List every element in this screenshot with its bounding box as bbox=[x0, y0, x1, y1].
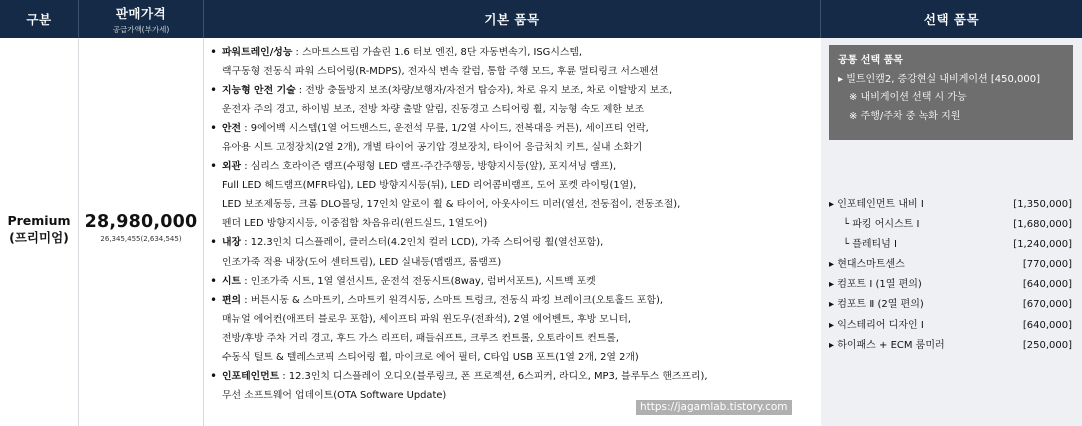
option-item bbox=[829, 295, 1072, 315]
basic-item-line bbox=[209, 214, 817, 233]
basic-item-text: 수동식 틸트 & 텔레스코픽 스티어링 휠, 마이크로 에어 필터, C타입 USB 포트(1열 2개, 2열 2개) bbox=[222, 351, 639, 363]
option-price: [640,000] bbox=[1022, 279, 1072, 291]
header-basic-label: 기본 품목 bbox=[484, 12, 540, 27]
basic-item-text: 전방/후방 주차 거리 경고, 후드 가스 리프터, 패들쉬프트, 크루즈 컨트롤, 오토라이트 컨트롤, bbox=[222, 332, 619, 344]
bullet-icon: • bbox=[210, 368, 218, 383]
option-label: ▸ 현대스마트센스 bbox=[829, 259, 905, 271]
basic-item-line bbox=[209, 253, 817, 272]
option-price: [1,240,000] bbox=[1013, 239, 1072, 251]
basic-item-text: : 심리스 호라이즌 램프(수평형 LED 램프-주간주행등, 방향지시등(앞), 포지셔닝 램프), bbox=[241, 161, 617, 173]
bullet-icon: • bbox=[210, 159, 218, 174]
basic-item-text: : 인조가죽 시트, 1열 열선시트, 운전석 전동시트(8way, 럼버서포트), 시트백 포켓 bbox=[241, 275, 596, 287]
basic-item-text: LED 보조제동등, 크롬 DLO몰딩, 17인치 알로이 휠 & 타이어, 아웃사이드 미러(열선, 전동접이, 전동조절), bbox=[222, 199, 681, 211]
basic-item-title: 파워트레인/성능 bbox=[222, 47, 293, 58]
option-list bbox=[829, 195, 1072, 356]
option-label: └ 플레티넘 Ⅰ bbox=[843, 239, 897, 251]
basic-item-text: : 12.3인치 디스플레이 오디오(블루링크, 폰 프로젝션, 6스피커, 라디오, MP3, 블루투스 핸즈프리), bbox=[279, 370, 708, 382]
basic-item-line bbox=[209, 348, 817, 367]
watermark: https://jagamlab.tistory.com bbox=[636, 400, 792, 415]
bullet-icon: • bbox=[210, 83, 218, 98]
common-option-item: ▸ 빌트인캠2, 증강현실 내비게이션 [450,000] bbox=[838, 73, 1041, 85]
option-label: ▸ 컴포트 Ⅰ (1열 편의) bbox=[829, 279, 922, 291]
trim-price-supply: 26,345,455(2,634,545) bbox=[100, 235, 182, 243]
basic-item-text: 펜더 LED 방향지시등, 이중접합 차음유리(윈드실드, 1열도어) bbox=[222, 218, 488, 230]
option-item bbox=[829, 215, 1072, 235]
basic-item-line bbox=[209, 43, 817, 62]
basic-item-text: 인조가죽 적용 내장(도어 센터트림), LED 실내등(맵램프, 룸램프) bbox=[222, 256, 502, 268]
basic-item-line bbox=[209, 291, 817, 310]
common-option-box bbox=[829, 45, 1073, 140]
basic-item-title: 인포테인먼트 bbox=[222, 370, 280, 382]
option-item bbox=[829, 255, 1072, 275]
bullet-icon: • bbox=[210, 235, 218, 250]
header-price bbox=[79, 0, 203, 38]
basic-item-line bbox=[209, 233, 817, 252]
option-label: ▸ 컴포트 Ⅱ (2열 편의) bbox=[829, 299, 924, 311]
basic-item-line bbox=[209, 176, 817, 195]
header-category bbox=[0, 0, 78, 38]
option-item bbox=[829, 336, 1072, 356]
bullet-icon: • bbox=[210, 292, 218, 307]
basic-item-text: 운전자 주의 경고, 하이빔 보조, 전방 차량 출발 알림, 진동경고 스티어링 휠, 지능형 속도 제한 보조 bbox=[222, 104, 645, 116]
basic-item-title: 지능형 안전 기술 bbox=[222, 85, 296, 97]
basic-item-line bbox=[209, 81, 817, 100]
basic-item-line bbox=[209, 119, 817, 138]
basic-item-line bbox=[209, 367, 817, 386]
basic-item-title: 편의 bbox=[222, 294, 242, 306]
basic-item-text: Full LED 헤드램프(MFR타입), LED 방향지시등(뒤), LED 리어콤비램프, 도어 포켓 라이팅(1열), bbox=[222, 180, 637, 192]
basic-item-line bbox=[209, 100, 817, 119]
option-price: [670,000] bbox=[1022, 299, 1072, 311]
option-price: [640,000] bbox=[1022, 319, 1072, 331]
bullet-icon: • bbox=[210, 273, 218, 288]
common-option-note: ※ 주행/주차 중 녹화 지원 bbox=[849, 110, 961, 122]
common-option-note: ※ 내비게이션 선택 시 가능 bbox=[849, 92, 967, 103]
basic-item-title: 시트 bbox=[222, 275, 242, 287]
basic-item-title: 외관 bbox=[222, 161, 242, 173]
basic-item-title: 안전 bbox=[222, 123, 242, 135]
option-item bbox=[829, 195, 1072, 215]
basic-item-line bbox=[209, 157, 817, 176]
basic-item-text: : 전방 충돌방지 보조(차량/보행자/자전거 탑승자), 차로 유지 보조, 차로 이탈방지 보조, bbox=[295, 85, 673, 97]
basic-item-line bbox=[209, 329, 817, 348]
trim-name bbox=[0, 212, 78, 246]
option-price: [1,350,000] bbox=[1013, 199, 1072, 210]
option-price: [1,680,000] bbox=[1013, 219, 1072, 231]
basic-item-line bbox=[209, 310, 817, 329]
option-label: └ 파킹 어시스트 Ⅰ bbox=[843, 219, 920, 231]
option-item bbox=[829, 316, 1072, 336]
trim-price-value: 28,980,000 bbox=[84, 212, 198, 232]
column-divider bbox=[203, 38, 204, 426]
basic-item-line bbox=[209, 138, 817, 157]
basic-item-text: 랙구동형 전동식 파워 스티어링(R-MDPS), 전자식 변속 칼럼, 통합 주행 모드, 후륜 멀티링크 서스펜션 bbox=[222, 66, 659, 78]
basic-item-line bbox=[209, 62, 817, 81]
header-price-sublabel: 공급가액(부가세) bbox=[112, 24, 170, 34]
header-options-label: 선택 품목 bbox=[923, 12, 980, 27]
option-label: ▸ 익스테리어 디자인 Ⅰ bbox=[829, 319, 924, 331]
basic-item-text: 무선 소프트웨어 업데이트(OTA Software Update) bbox=[222, 389, 447, 401]
option-price: [770,000] bbox=[1022, 259, 1072, 271]
header-price-label: 판매가격 bbox=[115, 5, 167, 21]
header-category-label: 구분 bbox=[26, 12, 52, 27]
basic-item-text: 유아용 시트 고정장치(2열 2개), 개별 타이어 공기압 경보장치, 타이어 응급처치 키트, 실내 소화기 bbox=[222, 142, 643, 154]
bullet-icon: • bbox=[210, 121, 218, 136]
bullet-icon: • bbox=[210, 45, 218, 59]
option-label: ▸ 하이패스 + ECM 룸미러 bbox=[829, 339, 945, 351]
basic-item-line bbox=[209, 272, 817, 291]
common-option-title: 공통 선택 품목 bbox=[838, 55, 903, 66]
basic-items-list bbox=[209, 43, 817, 405]
option-label: ▸ 인포테인먼트 내비 Ⅰ bbox=[829, 199, 924, 210]
basic-item-title: 내장 bbox=[222, 237, 242, 249]
basic-item-line bbox=[209, 195, 817, 214]
option-item bbox=[829, 235, 1072, 255]
basic-item-text: : 9에어백 시스템(1열 어드밴스드, 운전석 무릎, 1/2열 사이드, 전복대응 커튼), 세이프티 언락, bbox=[241, 123, 649, 135]
basic-item-text: : 12.3인치 디스플레이, 클러스터(4.2인치 컬러 LCD), 가죽 스티어링 휠(열선포함), bbox=[241, 237, 604, 249]
basic-item-text: : 스마트스트림 가솔린 1.6 터보 엔진, 8단 자동변속기, ISG시스템, bbox=[292, 47, 583, 58]
option-item bbox=[829, 275, 1072, 295]
basic-item-text: : 버튼시동 & 스마트키, 스마트키 원격시동, 스마트 트렁크, 전동식 파킹 브레이크(오토홀드 포함), bbox=[241, 294, 664, 306]
header-basic bbox=[204, 0, 820, 38]
basic-item-text: 매뉴얼 에어컨(애프터 블로우 포함), 세이프티 파워 윈도우(전좌석), 2열 에어벤트, 후방 모니터, bbox=[222, 313, 632, 325]
trim-name-en: Premium bbox=[7, 213, 71, 228]
header-options bbox=[821, 0, 1082, 38]
trim-name-ko: (프리미엄) bbox=[9, 230, 69, 245]
trim-price bbox=[79, 212, 203, 243]
option-price: [250,000] bbox=[1022, 339, 1072, 351]
